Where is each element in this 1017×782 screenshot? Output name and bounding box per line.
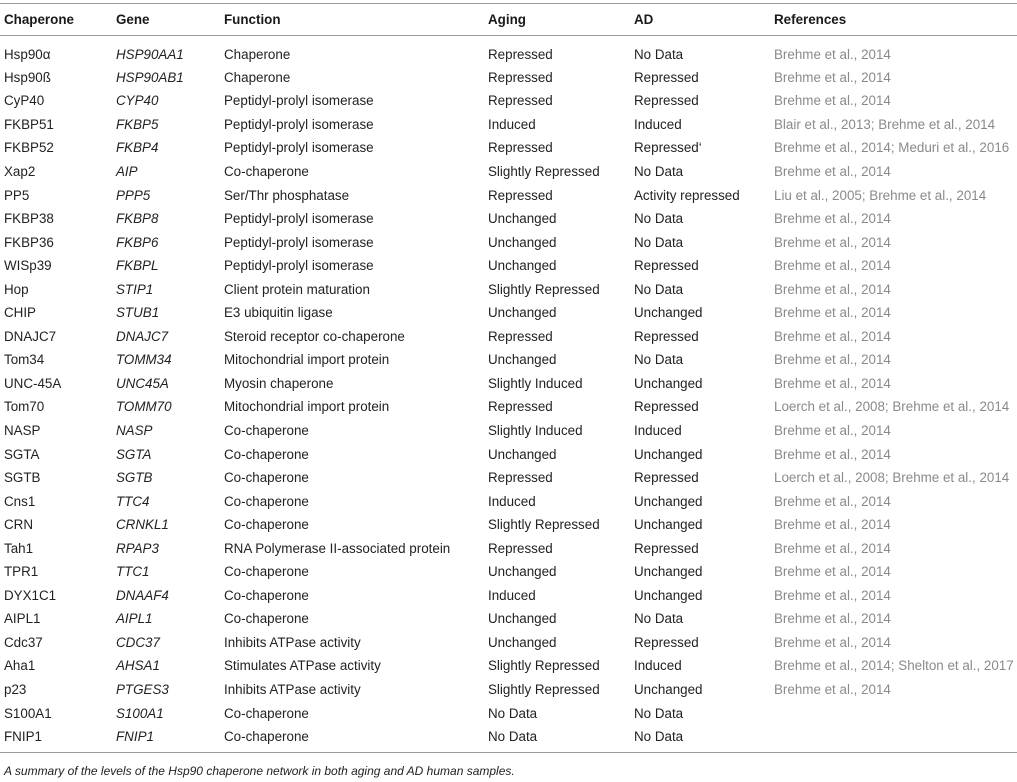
cell-ad: Repressed: [634, 258, 699, 274]
cell-function: Inhibits ATPase activity: [224, 634, 361, 650]
cell-ad: No Data: [634, 46, 684, 62]
table-row: [0, 513, 1017, 537]
cell-function: Peptidyl-prolyl isomerase: [224, 116, 374, 132]
cell-gene: AIPL1: [116, 611, 153, 627]
cell-chaperone: DYX1C1: [4, 587, 57, 603]
cell-chaperone: Hsp90α: [4, 46, 51, 62]
cell-function: Myosin chaperone: [224, 375, 334, 391]
table-row: [0, 701, 1017, 725]
cell-ad: Unchanged: [634, 587, 703, 603]
table-row: [0, 254, 1017, 278]
cell-chaperone: Tom34: [4, 352, 45, 368]
cell-chaperone: SGTB: [4, 470, 41, 486]
cell-references: Brehme et al., 2014: [774, 587, 891, 603]
cell-ad: No Data: [634, 234, 684, 250]
cell-references: [770, 725, 1017, 753]
cell-references: Liu et al., 2005; Brehme et al., 2014: [774, 187, 987, 203]
cell-chaperone: AIPL1: [4, 611, 41, 627]
cell-function: Co-chaperone: [224, 422, 309, 438]
cell-gene: FKBP5: [116, 116, 159, 132]
table-row: [0, 560, 1017, 584]
cell-aging: Slightly Repressed: [488, 681, 600, 697]
cell-chaperone: Cns1: [4, 493, 36, 509]
table-row: [0, 325, 1017, 349]
table-row: [0, 607, 1017, 631]
cell-references: [770, 701, 1017, 725]
header-aging: Aging: [484, 4, 630, 36]
table-header: [0, 4, 1017, 36]
cell-gene: TTC1: [116, 564, 150, 580]
table-row: [0, 654, 1017, 678]
cell-gene: AIP: [116, 163, 138, 179]
cell-chaperone: CyP40: [4, 93, 45, 109]
cell-function: Co-chaperone: [224, 564, 309, 580]
cell-function: Co-chaperone: [224, 705, 309, 721]
cell-references: Loerch et al., 2008; Brehme et al., 2014: [774, 399, 1010, 415]
cell-ad: Unchanged: [634, 305, 703, 321]
cell-aging: Induced: [488, 493, 536, 509]
cell-gene: AHSA1: [116, 658, 160, 674]
cell-chaperone: Hop: [4, 281, 29, 297]
cell-ad: Repressed: [634, 634, 699, 650]
cell-gene: RPAP3: [116, 540, 159, 556]
cell-chaperone: FKBP38: [4, 211, 54, 227]
table-row: [0, 442, 1017, 466]
header-ad: AD: [630, 4, 770, 36]
table-row: [0, 89, 1017, 113]
cell-function: Peptidyl-prolyl isomerase: [224, 93, 374, 109]
cell-references: Brehme et al., 2014: [774, 611, 891, 627]
cell-ad: Repressed: [634, 399, 699, 415]
cell-aging: Unchanged: [488, 446, 557, 462]
cell-chaperone: Aha1: [4, 658, 36, 674]
cell-aging: Repressed: [488, 328, 553, 344]
cell-function: Peptidyl-prolyl isomerase: [224, 140, 374, 156]
cell-gene: FKBPL: [116, 258, 159, 274]
cell-aging: Repressed: [488, 399, 553, 415]
table-row: [0, 584, 1017, 608]
cell-gene: PTGES3: [116, 681, 169, 697]
header-gene: Gene: [112, 4, 220, 36]
table-row: [0, 160, 1017, 184]
cell-references: Brehme et al., 2014: [774, 422, 891, 438]
cell-ad: Induced: [634, 658, 682, 674]
cell-gene: STIP1: [116, 281, 154, 297]
table-row: [0, 631, 1017, 655]
cell-aging: Slightly Repressed: [488, 163, 600, 179]
table-row: [0, 395, 1017, 419]
cell-aging: Unchanged: [488, 305, 557, 321]
cell-gene: SGTB: [116, 470, 153, 486]
cell-chaperone: FNIP1: [0, 725, 112, 753]
cell-ad: Repressed: [634, 470, 699, 486]
cell-gene: PPP5: [116, 187, 151, 203]
cell-references: Brehme et al., 2014: [774, 46, 891, 62]
table-row: [0, 419, 1017, 443]
cell-references: Brehme et al., 2014: [774, 493, 891, 509]
cell-ad: Induced: [634, 422, 682, 438]
cell-chaperone: CRN: [4, 517, 34, 533]
cell-function: Chaperone: [224, 46, 291, 62]
cell-ad: Repressed: [634, 328, 699, 344]
cell-chaperone: S100A1: [4, 705, 52, 721]
cell-ad: No Data: [634, 705, 684, 721]
cell-chaperone: FKBP51: [4, 116, 54, 132]
table-row: [0, 489, 1017, 513]
cell-function: Ser/Thr phosphatase: [224, 187, 350, 203]
cell-gene: S100A1: [116, 705, 164, 721]
cell-aging: Repressed: [488, 187, 553, 203]
cell-ad: Unchanged: [634, 493, 703, 509]
cell-chaperone: Cdc37: [4, 634, 43, 650]
cell-aging: Repressed: [488, 540, 553, 556]
cell-function: Peptidyl-prolyl isomerase: [224, 258, 374, 274]
cell-gene: CRNKL1: [116, 517, 169, 533]
cell-ad: Unchanged: [634, 446, 703, 462]
cell-gene: UNC45A: [116, 375, 169, 391]
cell-chaperone: SGTA: [4, 446, 40, 462]
cell-gene: DNAJC7: [116, 328, 169, 344]
cell-ad: Repressed‘: [634, 140, 702, 156]
cell-gene: STUB1: [116, 305, 160, 321]
cell-gene: TOMM70: [116, 399, 172, 415]
cell-ad: Unchanged: [634, 375, 703, 391]
cell-references: Brehme et al., 2014: [774, 258, 891, 274]
cell-chaperone: Tom70: [4, 399, 45, 415]
table-row: [0, 725, 1017, 753]
header-chaperone: Chaperone: [0, 4, 112, 36]
cell-aging: Slightly Induced: [488, 422, 583, 438]
cell-ad: Unchanged: [634, 517, 703, 533]
cell-ad: No Data: [630, 725, 770, 753]
cell-references: Brehme et al., 2014: [774, 517, 891, 533]
cell-aging: Induced: [488, 587, 536, 603]
cell-chaperone: WISp39: [4, 258, 52, 274]
cell-aging: Induced: [488, 116, 536, 132]
cell-ad: Unchanged: [634, 564, 703, 580]
cell-function: Client protein maturation: [224, 281, 370, 297]
cell-aging: Slightly Induced: [488, 375, 583, 391]
cell-function: Co-chaperone: [224, 446, 309, 462]
cell-ad: No Data: [634, 352, 684, 368]
cell-aging: Slightly Repressed: [488, 517, 600, 533]
cell-references: Brehme et al., 2014: [774, 234, 891, 250]
cell-function: Peptidyl-prolyl isomerase: [224, 211, 374, 227]
cell-aging: No Data: [484, 725, 630, 753]
cell-function: Co-chaperone: [224, 470, 309, 486]
cell-function: Peptidyl-prolyl isomerase: [224, 234, 374, 250]
cell-gene: SGTA: [116, 446, 152, 462]
table-row: [0, 372, 1017, 396]
cell-references: Brehme et al., 2014: [774, 328, 891, 344]
header-row: [0, 4, 1017, 36]
cell-gene: HSP90AA1: [116, 46, 184, 62]
cell-ad: Activity repressed: [634, 187, 740, 203]
cell-ad: No Data: [634, 611, 684, 627]
cell-gene: NASP: [116, 422, 153, 438]
table-row: [0, 183, 1017, 207]
table-row: [0, 348, 1017, 372]
cell-chaperone: Hsp90ß: [4, 69, 51, 85]
cell-ad: Unchanged: [634, 681, 703, 697]
table-row: [0, 466, 1017, 490]
cell-gene: HSP90AB1: [116, 69, 184, 85]
table-row: [0, 678, 1017, 702]
cell-gene: TOMM34: [116, 352, 172, 368]
cell-chaperone: Xap2: [4, 163, 36, 179]
cell-gene: FNIP1: [112, 725, 220, 753]
cell-aging: Unchanged: [488, 564, 557, 580]
cell-references: Loerch et al., 2008; Brehme et al., 2014: [774, 470, 1010, 486]
cell-references: Brehme et al., 2014: [774, 634, 891, 650]
header-references: References: [770, 4, 1017, 36]
cell-ad: No Data: [634, 281, 684, 297]
cell-chaperone: FKBP36: [4, 234, 54, 250]
table-row: [0, 113, 1017, 137]
cell-gene: DNAAF4: [116, 587, 169, 603]
cell-references: Blair et al., 2013; Brehme et al., 2014: [774, 116, 996, 132]
cell-aging: No Data: [488, 705, 538, 721]
cell-chaperone: FKBP52: [4, 140, 54, 156]
cell-chaperone: TPR1: [4, 564, 39, 580]
cell-aging: Repressed: [488, 69, 553, 85]
cell-ad: Repressed: [634, 93, 699, 109]
cell-aging: Unchanged: [488, 211, 557, 227]
cell-function: Mitochondrial import protein: [224, 399, 390, 415]
cell-chaperone: NASP: [4, 422, 41, 438]
cell-aging: Repressed: [488, 46, 553, 62]
cell-gene: CDC37: [116, 634, 160, 650]
cell-references: Brehme et al., 2014: [774, 352, 891, 368]
cell-function: Co-chaperone: [224, 163, 309, 179]
cell-gene: FKBP8: [116, 211, 159, 227]
header-function: Function: [220, 4, 484, 36]
cell-chaperone: p23: [4, 681, 27, 697]
cell-ad: Repressed: [634, 540, 699, 556]
chaperone-table: [0, 3, 1017, 753]
cell-references: Brehme et al., 2014: [774, 564, 891, 580]
cell-references: Brehme et al., 2014: [774, 281, 891, 297]
cell-function: Co-chaperone: [224, 611, 309, 627]
table-row: [0, 277, 1017, 301]
table-row: [0, 230, 1017, 254]
cell-aging: Unchanged: [488, 234, 557, 250]
cell-function: Co-chaperone: [224, 493, 309, 509]
cell-function: Mitochondrial import protein: [224, 352, 390, 368]
cell-chaperone: DNAJC7: [4, 328, 57, 344]
cell-aging: Repressed: [488, 470, 553, 486]
cell-chaperone: Tah1: [4, 540, 34, 556]
cell-references: Brehme et al., 2014: [774, 375, 891, 391]
cell-references: Brehme et al., 2014: [774, 163, 891, 179]
cell-function: Inhibits ATPase activity: [224, 681, 361, 697]
cell-aging: Slightly Repressed: [488, 281, 600, 297]
cell-references: Brehme et al., 2014: [774, 69, 891, 85]
cell-references: Brehme et al., 2014: [774, 93, 891, 109]
cell-references: Brehme et al., 2014: [774, 540, 891, 556]
table-row: [0, 36, 1017, 66]
cell-gene: CYP40: [116, 93, 159, 109]
cell-references: Brehme et al., 2014: [774, 305, 891, 321]
cell-function: Co-chaperone: [224, 587, 309, 603]
cell-references: Brehme et al., 2014: [774, 681, 891, 697]
cell-aging: Unchanged: [488, 352, 557, 368]
cell-aging: Repressed: [488, 140, 553, 156]
cell-gene: TTC4: [116, 493, 150, 509]
table-row: [0, 207, 1017, 231]
cell-ad: Induced: [634, 116, 682, 132]
cell-ad: No Data: [634, 211, 684, 227]
cell-ad: No Data: [634, 163, 684, 179]
cell-aging: Unchanged: [488, 611, 557, 627]
cell-references: Brehme et al., 2014; Shelton et al., 2017: [774, 658, 1014, 674]
cell-gene: FKBP4: [116, 140, 159, 156]
table-row: [0, 536, 1017, 560]
cell-aging: Slightly Repressed: [488, 658, 600, 674]
cell-aging: Unchanged: [488, 258, 557, 274]
cell-aging: Repressed: [488, 93, 553, 109]
cell-function: RNA Polymerase II-associated protein: [224, 540, 451, 556]
cell-chaperone: CHIP: [4, 305, 36, 321]
cell-function: Steroid receptor co-chaperone: [224, 328, 405, 344]
cell-ad: Repressed: [634, 69, 699, 85]
cell-gene: FKBP6: [116, 234, 159, 250]
table-caption: A summary of the levels of the Hsp90 chaperone network in both aging and AD human samples.: [4, 764, 515, 778]
cell-function: Chaperone: [224, 69, 291, 85]
cell-function: Co-chaperone: [224, 517, 309, 533]
cell-chaperone: UNC-45A: [4, 375, 62, 391]
cell-references: Brehme et al., 2014: [774, 446, 891, 462]
cell-references: Brehme et al., 2014; Meduri et al., 2016: [774, 140, 1010, 156]
cell-references: Brehme et al., 2014: [774, 211, 891, 227]
cell-chaperone: PP5: [4, 187, 30, 203]
cell-aging: Unchanged: [488, 634, 557, 650]
table-row: [0, 66, 1017, 90]
cell-function: E3 ubiquitin ligase: [224, 305, 333, 321]
table-row: [0, 136, 1017, 160]
cell-function: Stimulates ATPase activity: [224, 658, 381, 674]
table-row: [0, 301, 1017, 325]
table-body: [0, 36, 1017, 753]
cell-function: Co-chaperone: [220, 725, 484, 753]
